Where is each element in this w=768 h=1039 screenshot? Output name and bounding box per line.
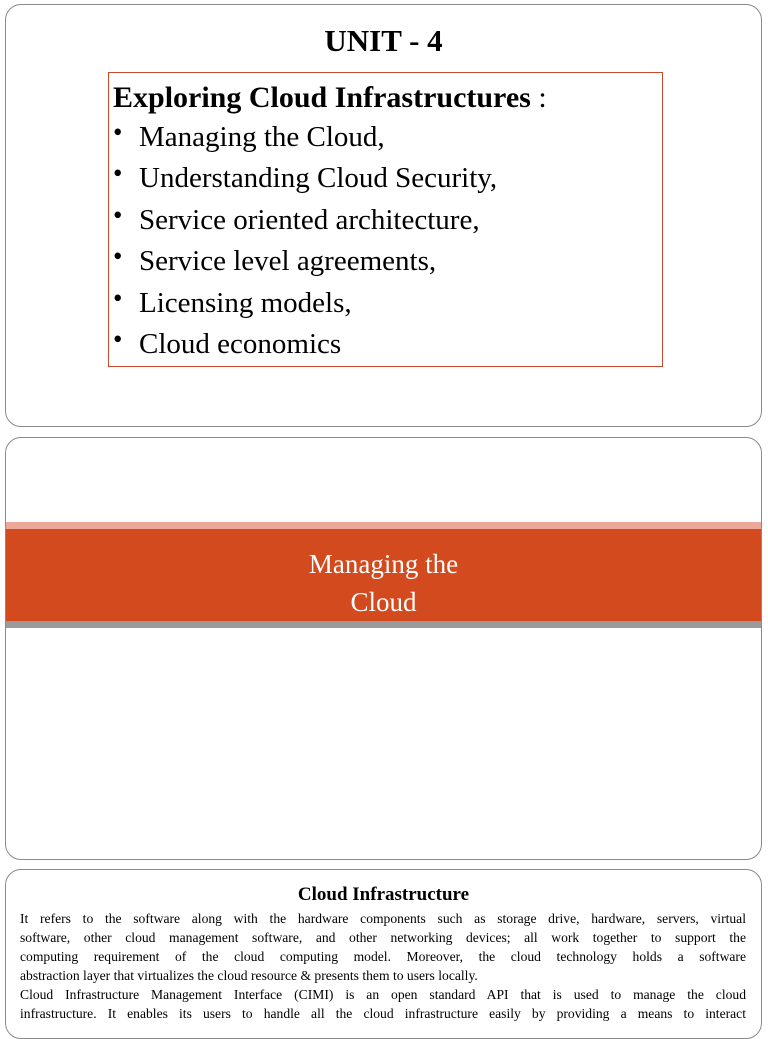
topic-item-text: Managing the Cloud, [139, 121, 385, 153]
unit-title: UNIT - 4 [324, 23, 443, 58]
topic-heading [113, 81, 547, 115]
band-bottom-stripe [6, 621, 761, 628]
bullet-icon: • [113, 117, 123, 147]
body-line: It refers to the software along with the hardware components such as storage drive, hardware, servers, virtual [20, 911, 746, 926]
slide-section-title [5, 437, 762, 860]
section-title-line-2: Cloud [350, 587, 417, 617]
title-band [6, 529, 761, 621]
bullet-icon: • [113, 323, 123, 354]
topic-item-text: Licensing models, [139, 286, 352, 319]
section-title [6, 545, 761, 621]
slide-unit-overview [5, 4, 762, 427]
topic-item-text: Service oriented architecture, [139, 203, 480, 236]
body-line: Cloud Infrastructure Management Interface (CIMI) is an open standard API that is used to manage the cloud [20, 987, 746, 1002]
body-line: computing requirement of the cloud computing model. Moreover, the cloud technology holds a software [20, 949, 746, 964]
bullet-icon: • [113, 158, 123, 189]
bullet-icon: • [113, 199, 123, 230]
band-top-stripe [6, 522, 761, 529]
topic-heading-suffix: : [530, 81, 547, 114]
topic-item-text: Cloud economics [139, 327, 342, 360]
slide-title: Cloud Infrastructure [297, 884, 470, 905]
bullet-icon: • [113, 282, 123, 313]
topic-item-text: Understanding Cloud Security, [139, 162, 498, 195]
section-title-line-1: Managing the [308, 549, 459, 579]
topic-heading-text: Exploring Cloud Infrastructures [113, 81, 531, 114]
slide-body [20, 910, 746, 1024]
topic-item-text: Service level agreements, [139, 245, 437, 278]
body-line: abstraction layer that virtualizes the cloud resource & presents them to users locally. [20, 968, 478, 983]
body-line: software, other cloud management software, and other networking devices; all work together to support the [20, 930, 746, 945]
body-line: infrastructure. It enables its users to handle all the cloud infrastructure easily by providing a means to interact [20, 1006, 746, 1021]
topic-box [108, 72, 663, 367]
bullet-icon: • [113, 241, 123, 272]
slide-cloud-infrastructure [5, 869, 762, 1039]
